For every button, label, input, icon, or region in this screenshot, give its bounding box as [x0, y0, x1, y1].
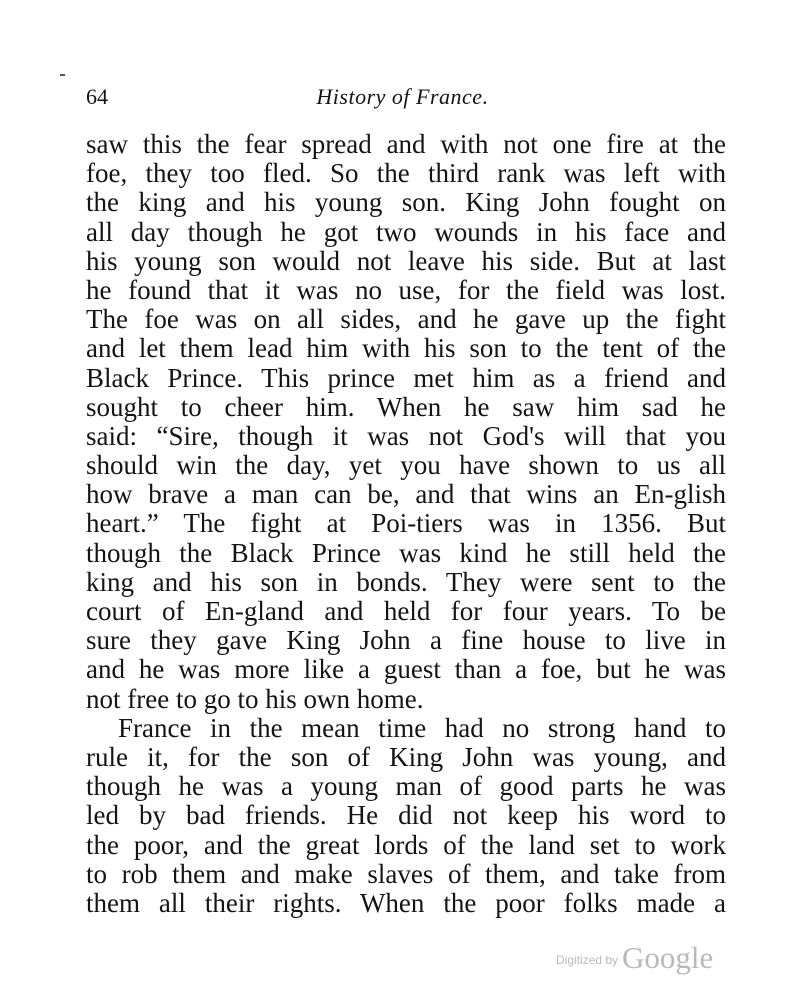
text-line: not free to go to his own home.: [86, 683, 424, 714]
text-line: though the Black Prince was kind he still held the: [86, 537, 726, 568]
text-line: rule it, for the son of King John was young, and: [86, 741, 726, 772]
text-line: them all their rights. When the poor folks made a: [86, 887, 726, 918]
text-line: though he was a young man of good parts he was: [86, 771, 726, 802]
text-line: led by bad friends. He did not keep his word to: [86, 800, 726, 831]
text-line: said: “Sire, though it was not God's will that you: [86, 420, 726, 451]
running-title: History of France.: [316, 84, 489, 109]
text-line: he found that it was no use, for the field was lost.: [86, 274, 726, 305]
digitized-by-label: Digitized by: [556, 953, 619, 967]
text-line: sure they gave King John a fine house to live in: [86, 625, 726, 656]
google-wordmark: Google: [622, 940, 714, 975]
text-line: king and his son in bonds. They were sent to the: [86, 566, 726, 597]
text-line: the king and his young son. King John fought on: [86, 187, 726, 218]
page-number: 64: [86, 84, 108, 109]
body-text: [86, 130, 726, 918]
text-line: sought to cheer him. When he saw him sad he: [86, 391, 726, 422]
text-line: The foe was on all sides, and he gave up the fight: [86, 304, 726, 335]
text-line: heart.” The fight at Poi-tiers was in 1356. But: [86, 508, 726, 539]
text-line: all day though he got two wounds in his face and: [86, 216, 726, 247]
text-line: the poor, and the great lords of the land set to work: [86, 829, 726, 860]
text-line: Black Prince. This prince met him as a friend and: [86, 362, 726, 393]
text-line: court of En-gland and held for four years. To be: [86, 596, 726, 626]
text-line: and he was more like a guest than a foe, but he was: [86, 654, 726, 685]
text-line: how brave a man can be, and that wins an En-glish: [86, 479, 726, 510]
text-line: should win the day, yet you have shown to us all: [86, 450, 726, 481]
text-line: France in the mean time had no strong hand to: [118, 712, 726, 743]
text-line: foe, they too fled. So the third rank was left with: [86, 158, 726, 189]
text-line: to rob them and make slaves of them, and take from: [86, 858, 726, 889]
margin-mark: [60, 74, 65, 76]
text-line: and let them lead him with his son to the tent of the: [86, 333, 726, 364]
digitized-by-google-watermark: [556, 940, 726, 980]
text-line: saw this the fear spread and with not one fire at the: [86, 129, 726, 159]
text-line: his young son would not leave his side. But at last: [86, 245, 726, 276]
